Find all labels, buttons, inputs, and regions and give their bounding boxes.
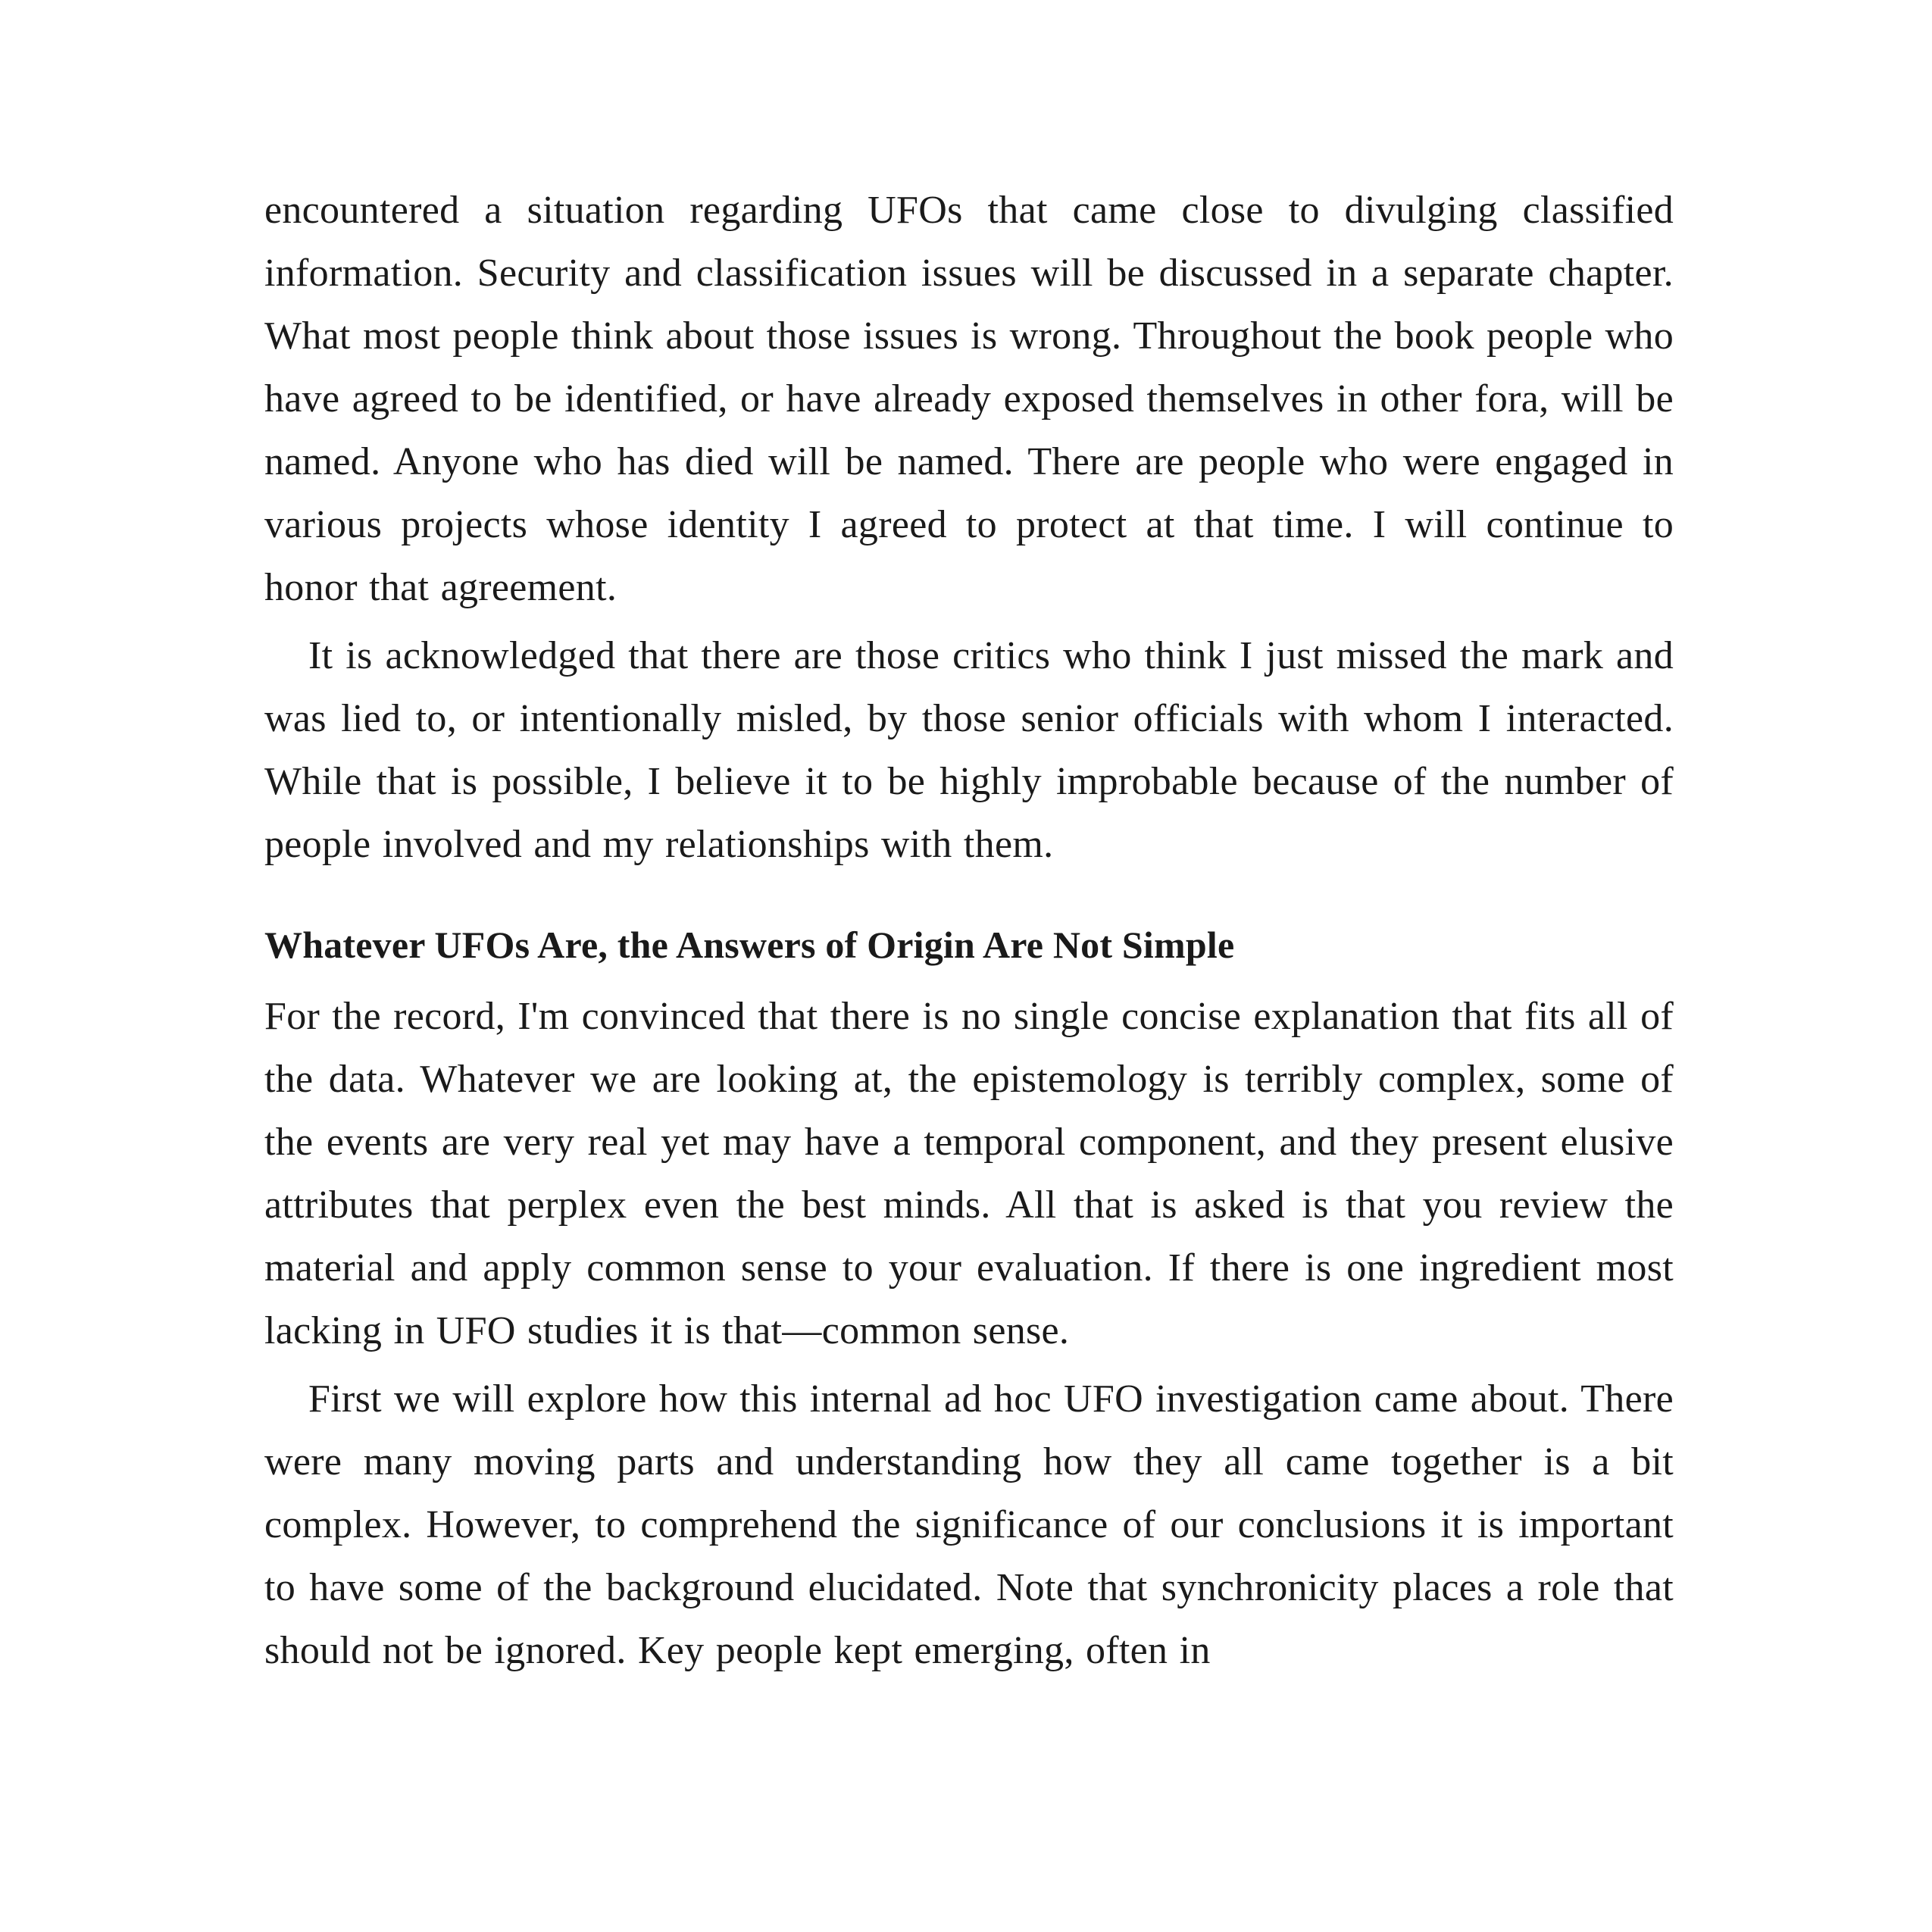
paragraph-first-we-will-explore: First we will explore how this internal ad hoc UFO investigation came about. There were many moving parts and understanding how they all came together is a bit complex. However, to comprehend the significance of our conclusions it is important to have some of the background elucidated. Note that synchronicity places a role that should not be ignored. Key people kept emerging, often in — [264, 1377, 1674, 1672]
paragraph-critics: It is acknowledged that there are those critics who think I just missed the mark and was lied to, or intentionally misled, by those senior officials with whom I interacted. While that is possible, I believe it to be highly improbable because of the number of people involved and my relationships with them. — [264, 634, 1674, 866]
paragraph-continued: encountered a situation regarding UFOs that came close to divulging classified information. Security and classification issues will be discussed in a separate chapter. What most people think about those issues is wrong. Throughout the book people who have agreed to be identified, or have already exposed themselves in other fora, will be named. Anyone who has died will be named. There are people who were engaged in various projects whose identity I agreed to protect at that time. I will continue to honor that agreement. — [264, 189, 1674, 609]
section-heading: Whatever UFOs Are, the Answers of Origin Are Not Simple — [264, 924, 1235, 966]
body-text-column — [264, 179, 1674, 1682]
paragraph-for-the-record: For the record, I'm convinced that there is no single concise explanation that fits all of the data. Whatever we are looking at, the epistemology is terribly complex, some of the events are very real yet may have a temporal component, and they present elusive attributes that perplex even the best minds. All that is asked is that you review the material and apply common sense to your evaluation. If there is one ingredient most lacking in UFO studies it is that—common sense. — [264, 995, 1674, 1352]
